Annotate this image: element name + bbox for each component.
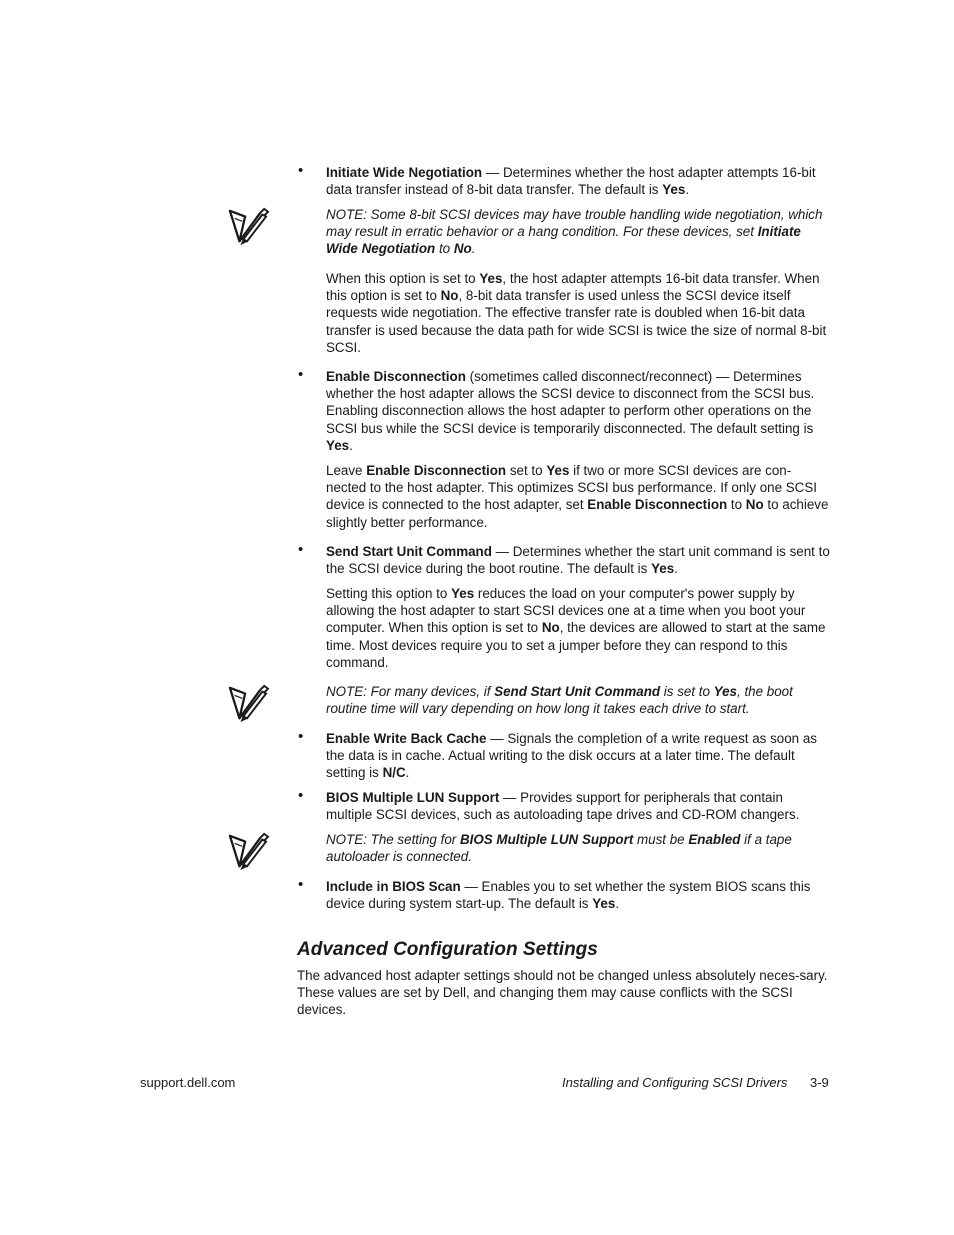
term: Initiate Wide Negotiation: [326, 224, 801, 257]
body-text: — Provides support for peripherals that contain multiple SCSI devices, such as autoloading tape drives and CD-ROM changers.: [326, 790, 800, 823]
note-pencil-icon: [226, 207, 270, 247]
body-text: to: [435, 241, 454, 257]
term: Include in BIOS Scan: [326, 879, 461, 894]
term: Enable Disconnection: [366, 463, 507, 478]
list-item: [326, 730, 831, 782]
body-text: .: [349, 437, 353, 453]
body-text: if a tape autoloader is connected.: [326, 832, 792, 865]
list-item: [326, 789, 831, 823]
default-value: N/C: [382, 765, 406, 781]
bullet-marker: •: [298, 728, 304, 745]
note-text: [326, 206, 831, 258]
term: Enable Write Back Cache: [326, 731, 487, 746]
bullet-marker: •: [298, 162, 304, 179]
note-text: [326, 831, 831, 865]
term: Enable Disconnection: [587, 497, 728, 513]
body-text: (sometimes called disconnect/reconnect) — Determines whether the host adapter allows the SCSI device to disconnect from the SCSI bus. Enabling disconnection allows the host adapter to perform other operations on the SCSI bus while the SCSI device is temporarily disconnected. The default setting is: [326, 369, 815, 436]
section-body: The advanced host adapter settings should not be changed unless absolutely neces-sary. These values are set by Dell, and changing them may cause conflicts with the SCSI devices.: [297, 968, 828, 1018]
value: Yes: [713, 684, 738, 699]
paragraph: [326, 585, 831, 671]
body-text: , 8-bit data transfer is used unless the SCSI device itself requests wide negotiation. The effective transfer rate is doubled when 16-bit data transfer is used because the data path for wide SCSI is twice the size of normal 8-bit SCSI.: [326, 288, 827, 355]
body-text: to: [727, 497, 746, 513]
body-text: is set to: [660, 684, 714, 699]
body-text: NOTE: The setting for: [326, 832, 460, 847]
value: Yes: [546, 463, 570, 478]
term: Initiate Wide Negotiation: [326, 165, 483, 180]
term: BIOS Multiple LUN Support: [459, 832, 634, 847]
value: Yes: [451, 586, 475, 601]
value: Enabled: [688, 832, 741, 847]
value: No: [453, 241, 472, 257]
body-text: .: [471, 241, 476, 257]
default-value: Yes: [592, 896, 616, 912]
body-text: Leave: [326, 463, 367, 478]
footer-chapter-title: Installing and Configuring SCSI Drivers: [562, 1075, 788, 1090]
bullet-marker: •: [298, 541, 304, 558]
body-text: .: [405, 765, 410, 781]
body-text: When this option is set to: [326, 271, 480, 286]
body-text: .: [615, 896, 620, 912]
body-text: , the host adapter attempts 16-bit data transfer. When this option is set to: [326, 271, 820, 304]
default-value: Yes: [662, 182, 686, 198]
list-item: [326, 878, 831, 912]
body-text: — Enables you to set whether the system BIOS scans this device during system start-up. The default is: [326, 879, 811, 912]
body-text: — Determines whether the host adapter attempts 16-bit data transfer instead of 8-bit data transfer. The default is: [326, 165, 816, 198]
body-text: .: [674, 561, 678, 577]
body-text: , the boot routine time will vary depending on how long it takes each drive to start.: [326, 684, 793, 717]
body-text: — Determines whether the start unit command is sent to the SCSI device during the boot routine. The default is: [326, 544, 830, 577]
value: Yes: [479, 271, 503, 286]
section-heading: Advanced Configuration Settings: [297, 939, 598, 960]
list-item: [326, 543, 831, 577]
body-text: to achieve slightly better performance.: [326, 497, 829, 530]
paragraph: [326, 462, 831, 531]
body-text: — Signals the completion of a write request as soon as the data is in cache. Actual writing to the disk occurs at a later time. The default setting is: [326, 731, 817, 781]
list-item: [326, 164, 831, 198]
bullet-marker: •: [298, 787, 304, 804]
body-text: must be: [633, 832, 689, 847]
default-value: Yes: [326, 437, 350, 453]
body-text: Setting this option to: [326, 586, 452, 601]
note-pencil-icon: [226, 684, 270, 724]
body-text: NOTE: Some 8-bit SCSI devices may have trouble handling wide negotiation, which may result in erratic behavior or a hang condition. For these devices, set: [326, 207, 823, 240]
bullet-marker: •: [298, 366, 304, 383]
note-text: [326, 683, 831, 717]
body-text: if two or more SCSI devices are con-nected to the host adapter. This optimizes SCSI bus performance. If only one SCSI device is connected to the host adapter, set: [326, 463, 818, 513]
list-item: [326, 368, 831, 454]
value: No: [541, 620, 560, 636]
body-text: , the devices are allowed to start at the same time. Most devices require you to set a jumper before they can respond to this command.: [326, 620, 826, 670]
footer-page-number: 3-9: [810, 1075, 829, 1090]
body-text: set to: [506, 463, 547, 478]
footer-url: support.dell.com: [140, 1075, 236, 1090]
term: Enable Disconnection: [326, 369, 466, 384]
value: No: [745, 497, 764, 513]
term: Send Start Unit Command: [494, 684, 661, 699]
body-text: reduces the load on your computer's power supply by allowing the host adapter to start SCSI devices one at a time when you boot your computer. When this option is set to: [326, 586, 806, 636]
term: BIOS Multiple LUN Support: [326, 790, 500, 805]
note-pencil-icon: [226, 832, 270, 872]
default-value: Yes: [651, 561, 675, 577]
body-text: .: [685, 182, 690, 198]
body-text: NOTE: For many devices, if: [326, 684, 495, 699]
paragraph: [326, 270, 831, 356]
term: Send Start Unit Command: [326, 544, 492, 559]
value: No: [440, 288, 459, 304]
bullet-marker: •: [298, 876, 304, 893]
